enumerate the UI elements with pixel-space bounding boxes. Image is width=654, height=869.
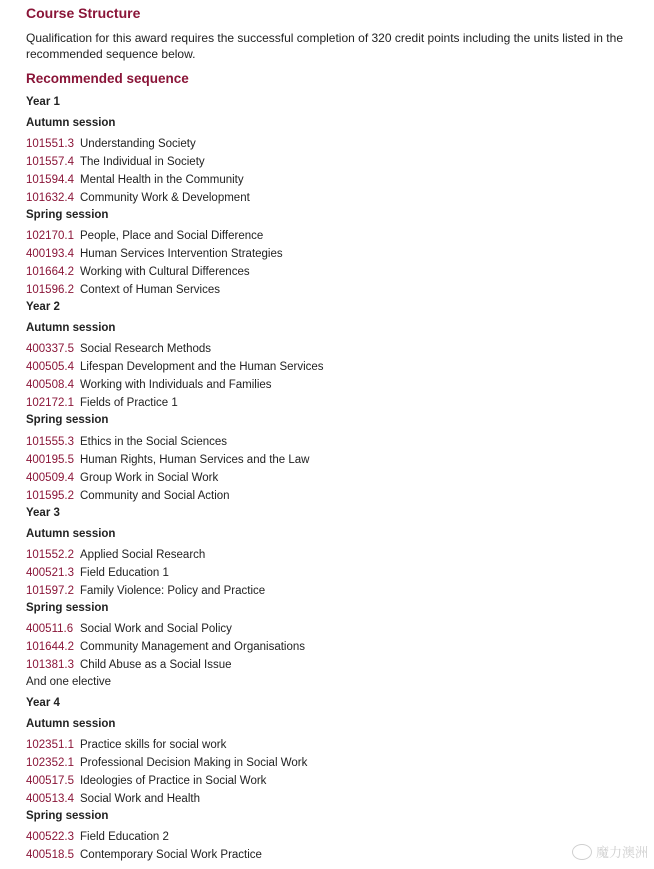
unit-code-link[interactable]: 102351.1 — [26, 739, 74, 751]
unit-title: Group Work in Social Work — [80, 472, 219, 484]
unit-row — [26, 248, 283, 260]
year-1-spring-label: Spring session — [26, 209, 109, 221]
unit-row — [26, 284, 220, 296]
unit-row — [26, 174, 244, 186]
unit-row — [26, 757, 307, 769]
year-2-label: Year 2 — [26, 301, 60, 313]
unit-row — [26, 849, 262, 861]
year-3-label: Year 3 — [26, 507, 60, 519]
watermark-text: 魔力澳洲 — [595, 845, 648, 860]
unit-title: Community Management and Organisations — [80, 641, 306, 653]
unit-code-link[interactable]: 400511.6 — [26, 623, 74, 635]
unit-title: Community Work & Development — [80, 192, 250, 204]
unit-code-link[interactable]: 101597.2 — [26, 585, 74, 597]
unit-code-link[interactable]: 101664.2 — [26, 266, 74, 278]
unit-code-link[interactable]: 101632.4 — [26, 192, 74, 204]
unit-title: The Individual in Society — [80, 156, 205, 168]
unit-code-link[interactable]: 102172.1 — [26, 397, 74, 409]
unit-row — [26, 739, 226, 751]
unit-code-link[interactable]: 400518.5 — [26, 849, 74, 861]
unit-title: Ideologies of Practice in Social Work — [80, 775, 267, 787]
unit-code-link[interactable]: 101596.2 — [26, 284, 74, 296]
unit-title: Human Services Intervention Strategies — [80, 248, 283, 260]
unit-row — [26, 454, 309, 466]
unit-code-link[interactable]: 101595.2 — [26, 490, 74, 502]
unit-code-link[interactable]: 101381.3 — [26, 659, 74, 671]
unit-title: Professional Decision Making in Social Work — [80, 757, 308, 769]
unit-row — [26, 138, 196, 150]
unit-title: Lifespan Development and the Human Services — [80, 361, 324, 373]
unit-code-link[interactable]: 400521.3 — [26, 567, 74, 579]
unit-title: Mental Health in the Community — [80, 174, 244, 186]
elective-note: And one elective — [26, 676, 112, 688]
unit-title: Social Work and Social Policy — [80, 623, 232, 635]
year-2-spring-label: Spring session — [26, 414, 109, 426]
unit-title: Working with Individuals and Families — [80, 379, 272, 391]
intro-text: Qualification for this award requires the successful completion of 320 credit points including the units listed in the recommended sequence below. — [26, 31, 623, 61]
unit-title: Understanding Society — [80, 138, 196, 150]
unit-title: Field Education 2 — [80, 831, 169, 843]
unit-row — [26, 831, 169, 843]
year-4-autumn-label: Autumn session — [26, 718, 116, 730]
unit-code-link[interactable]: 101644.2 — [26, 641, 74, 653]
year-3-autumn-label: Autumn session — [26, 528, 116, 540]
watermark — [572, 842, 648, 861]
unit-row — [26, 659, 232, 671]
unit-title: Fields of Practice 1 — [80, 397, 178, 409]
unit-row — [26, 623, 232, 635]
unit-code-link[interactable]: 400522.3 — [26, 831, 74, 843]
weibo-icon — [572, 844, 592, 860]
unit-row — [26, 266, 250, 278]
unit-title: Field Education 1 — [80, 567, 169, 579]
unit-row — [26, 490, 230, 502]
unit-title: Ethics in the Social Sciences — [80, 436, 228, 448]
unit-code-link[interactable]: 400195.5 — [26, 454, 74, 466]
unit-code-link[interactable]: 102352.1 — [26, 757, 74, 769]
unit-row — [26, 549, 205, 561]
year-3-spring-label: Spring session — [26, 602, 109, 614]
unit-title: People, Place and Social Difference — [80, 230, 264, 242]
unit-row — [26, 397, 178, 409]
unit-title: Human Rights, Human Services and the Law — [80, 454, 310, 466]
unit-row — [26, 567, 169, 579]
year-4-spring-label: Spring session — [26, 810, 109, 822]
unit-code-link[interactable]: 101551.3 — [26, 138, 74, 150]
unit-title: Family Violence: Policy and Practice — [80, 585, 266, 597]
unit-row — [26, 585, 265, 597]
year-2-autumn-label: Autumn session — [26, 322, 116, 334]
unit-row — [26, 436, 227, 448]
unit-row — [26, 230, 263, 242]
unit-row — [26, 775, 266, 787]
unit-code-link[interactable]: 101552.2 — [26, 549, 74, 561]
unit-code-link[interactable]: 101557.4 — [26, 156, 74, 168]
unit-code-link[interactable]: 101594.4 — [26, 174, 74, 186]
unit-code-link[interactable]: 400508.4 — [26, 379, 74, 391]
unit-row — [26, 641, 305, 653]
unit-title: Practice skills for social work — [80, 739, 227, 751]
unit-row — [26, 343, 211, 355]
unit-code-link[interactable]: 102170.1 — [26, 230, 74, 242]
unit-title: Child Abuse as a Social Issue — [80, 659, 232, 671]
year-4-label: Year 4 — [26, 697, 60, 709]
unit-title: Contemporary Social Work Practice — [80, 849, 262, 861]
year-1-label: Year 1 — [26, 96, 60, 108]
unit-title: Context of Human Services — [80, 284, 220, 296]
unit-code-link[interactable]: 400513.4 — [26, 793, 74, 805]
unit-code-link[interactable]: 400505.4 — [26, 361, 74, 373]
unit-code-link[interactable]: 400337.5 — [26, 343, 74, 355]
page-title: Course Structure — [26, 5, 141, 21]
unit-title: Applied Social Research — [80, 549, 206, 561]
unit-title: Community and Social Action — [80, 490, 230, 502]
unit-row — [26, 472, 218, 484]
unit-row — [26, 192, 250, 204]
unit-code-link[interactable]: 400193.4 — [26, 248, 74, 260]
unit-code-link[interactable]: 400509.4 — [26, 472, 74, 484]
unit-row — [26, 379, 272, 391]
year-1-autumn-label: Autumn session — [26, 117, 116, 129]
unit-row — [26, 361, 324, 373]
recommended-sequence-heading: Recommended sequence — [26, 71, 189, 86]
unit-title: Social Work and Health — [80, 793, 200, 805]
unit-code-link[interactable]: 101555.3 — [26, 436, 74, 448]
unit-code-link[interactable]: 400517.5 — [26, 775, 74, 787]
unit-row — [26, 156, 205, 168]
unit-row — [26, 793, 200, 805]
unit-title: Working with Cultural Differences — [80, 266, 250, 278]
unit-title: Social Research Methods — [80, 343, 212, 355]
